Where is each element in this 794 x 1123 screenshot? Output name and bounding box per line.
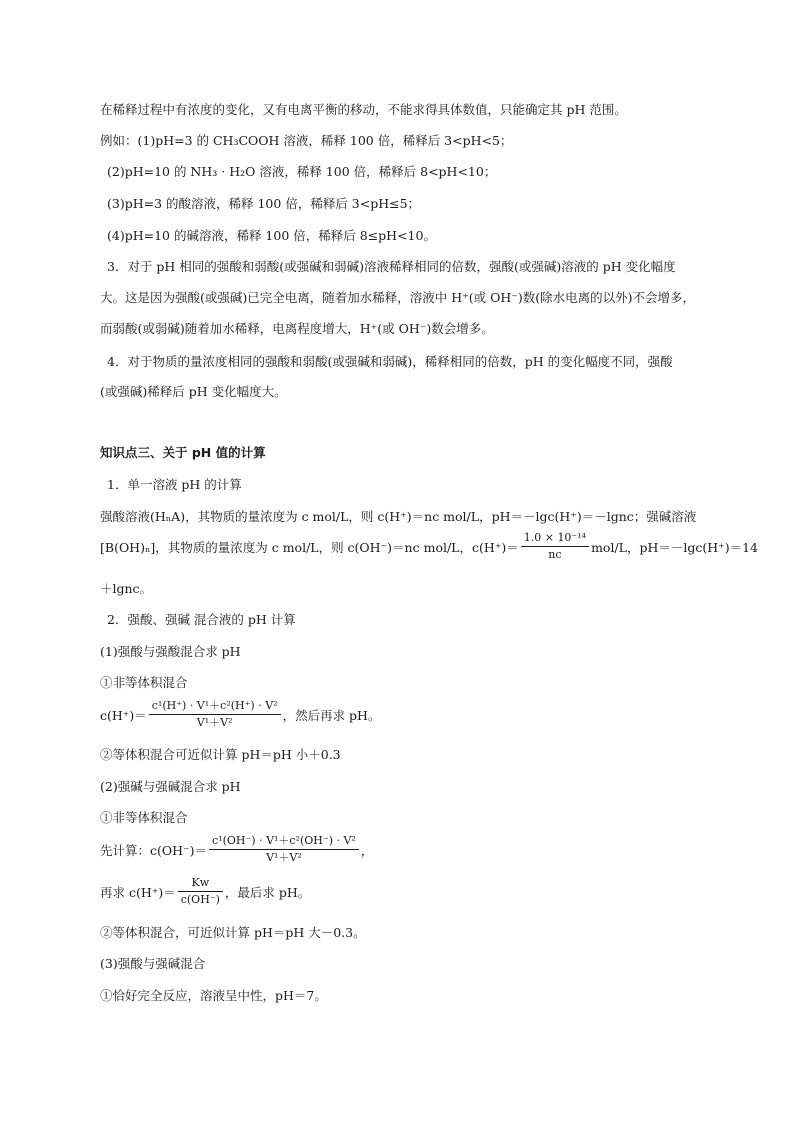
- text-line: (3)强酸与强碱混合: [100, 956, 206, 971]
- formula-prefix: 再求 c(H⁺)＝: [100, 885, 176, 900]
- text-line: 大。这是因为强酸(或强碱)已完全电离，随着加水稀释，溶液中 H⁺(或 OH⁻)数(除水电离的以外)不会增多，: [100, 290, 695, 305]
- formula-suffix: ，然后再求 pH。: [282, 708, 381, 723]
- formula-prefix: [B(OH)ₙ]，其物质的量浓度为 c mol/L，则 c(OH⁻)＝nc mol/L，c(H⁺)＝: [100, 540, 519, 555]
- formula-line: [100, 701, 380, 732]
- fraction-denominator: V¹＋V²: [266, 851, 302, 864]
- text-line: ②等体积混合，可近似计算 pH＝pH 大－0.3。: [100, 925, 366, 940]
- fraction: [149, 699, 281, 730]
- text-line: ①非等体积混合: [100, 675, 188, 690]
- text-line: (3)pH=3 的酸溶液，稀释 100 倍，稀释后 3<pH≤5；: [107, 196, 421, 211]
- text-line: (4)pH=10 的碱溶液，稀释 100 倍，稀释后 8≤pH<10。: [107, 228, 436, 243]
- text-line: 3．对于 pH 相同的强酸和弱酸(或强碱和弱碱)溶液稀释相同的倍数，强酸(或强碱)溶液的 pH 变化幅度: [107, 259, 676, 274]
- text-line: ②等体积混合可近似计算 pH＝pH 小＋0.3: [100, 747, 341, 762]
- fraction-denominator: nc: [548, 548, 562, 561]
- text-line: 而弱酸(或弱碱)随着加水稀释，电离程度增大，H⁺(或 OH⁻)数会增多。: [100, 321, 494, 336]
- formula-line: [100, 533, 758, 564]
- fraction-numerator: Kᴡ: [178, 876, 223, 892]
- text-line: ①恰好完全反应，溶液呈中性，pH＝7。: [100, 988, 327, 1003]
- fraction-denominator: c(OH⁻): [180, 893, 220, 906]
- formula-suffix: mol/L，pH＝－lgc(H⁺)＝14: [591, 540, 759, 555]
- fraction-denominator: V¹＋V²: [196, 716, 233, 729]
- formula-line: [100, 836, 373, 867]
- text-line: 4．对于物质的量浓度相同的强酸和弱酸(或强碱和弱碱)，稀释相同的倍数，pH 的变化幅度不同，强酸: [107, 354, 673, 369]
- text-line: 1．单一溶液 pH 的计算: [107, 477, 242, 492]
- text-line: 强酸溶液(HₙA)，其物质的量浓度为 c mol/L，则 c(H⁺)＝nc mol/L，pH＝－lgc(H⁺)＝－lgnc；强碱溶液: [100, 509, 697, 524]
- fraction-numerator: c¹(H⁺) · V¹＋c²(H⁺) · V²: [149, 699, 281, 715]
- formula-prefix: c(H⁺)＝: [100, 708, 147, 723]
- text-line: 例如：(1)pH=3 的 CH₃COOH 溶液，稀释 100 倍，稀释后 3<pH<5；: [100, 133, 513, 148]
- text-line: (2)强碱与强碱混合求 pH: [100, 779, 241, 794]
- text-line: (2)pH=10 的 NH₃ · H₂O 溶液，稀释 100 倍，稀释后 8<pH<10；: [107, 164, 497, 179]
- formula-line: [100, 878, 310, 909]
- text-line: (1)强酸与强酸混合求 pH: [100, 644, 241, 659]
- text-line: (或强碱)稀释后 pH 变化幅度大。: [100, 384, 287, 399]
- formula-suffix: ，最后求 pH。: [224, 885, 311, 900]
- text-line: 在稀释过程中有浓度的变化，又有电离平衡的移动，不能求得具体数值，只能确定其 pH 范围。: [100, 102, 627, 117]
- fraction-numerator: c¹(OH⁻) · V¹＋c²(OH⁻) · V²: [209, 834, 359, 850]
- section-heading: 知识点三、关于 pH 值的计算: [100, 445, 266, 460]
- fraction: [209, 834, 359, 865]
- text-line: 2．强酸、强碱 混合液的 pH 计算: [107, 612, 296, 627]
- formula-prefix: 先计算：c(OH⁻)＝: [100, 843, 208, 858]
- fraction-numerator: 1.0 × 10⁻¹⁴: [521, 531, 589, 547]
- fraction: [178, 876, 223, 907]
- fraction: [521, 531, 589, 562]
- formula-suffix: ，: [360, 843, 374, 858]
- text-line: ＋lgnc。: [100, 581, 153, 596]
- text-line: ①非等体积混合: [100, 810, 188, 825]
